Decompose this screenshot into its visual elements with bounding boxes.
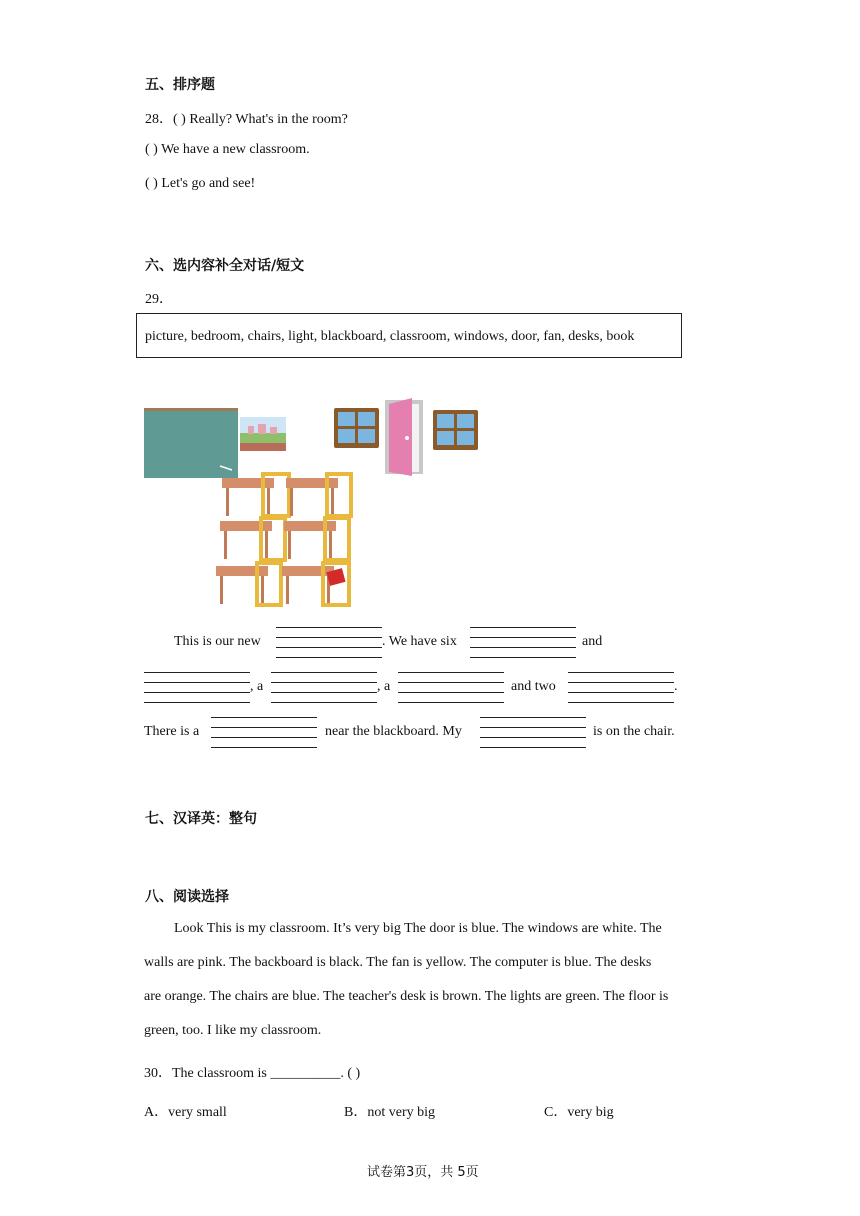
- section-7-title: 七、汉译英：整句: [145, 811, 257, 827]
- q30-option-b[interactable]: B．not very big: [344, 1105, 435, 1120]
- blank-2[interactable]: [470, 627, 576, 657]
- window-left-image: [334, 408, 379, 448]
- q30-stem: 30．The classroom is __________. ( ): [144, 1066, 361, 1081]
- blank-8[interactable]: [480, 717, 586, 747]
- q28-line-2: ( ) We have a new classroom.: [145, 142, 310, 157]
- passage-line-3: are orange. The chairs are blue. The teacher's desk is brown. The lights are green. The floor is: [144, 989, 669, 1004]
- q28-line-1: 28．( ) Really? What's in the room?: [145, 112, 348, 127]
- sentence-3-part-a: There is a: [144, 724, 200, 739]
- classroom-illustration: [140, 398, 485, 610]
- sentence-1-part-b: . We have six: [382, 634, 457, 649]
- q30-option-a[interactable]: A．very small: [144, 1105, 227, 1120]
- blackboard-image: [144, 408, 238, 478]
- blank-7[interactable]: [211, 717, 317, 747]
- q30-option-c[interactable]: C．very big: [544, 1105, 614, 1120]
- blank-6[interactable]: [568, 672, 674, 702]
- blank-3[interactable]: [144, 672, 250, 702]
- sentence-3-part-c: is on the chair.: [593, 724, 675, 739]
- passage-line-2: walls are pink. The backboard is black. The fan is yellow. The computer is blue. The desks: [144, 955, 652, 970]
- sentence-2-part-c: and two: [511, 679, 556, 694]
- door-image: [385, 398, 423, 476]
- passage-line-1: Look This is my classroom. It’s very big The door is blue. The windows are white. The: [174, 921, 662, 936]
- sentence-3-part-b: near the blackboard. My: [325, 724, 462, 739]
- picture-image: [240, 417, 286, 451]
- sentence-1-part-a: This is our new: [174, 634, 261, 649]
- page-footer: 试卷第3页，共 5页: [367, 1165, 479, 1180]
- window-right-image: [433, 410, 478, 450]
- sentence-2-part-d: .: [674, 679, 678, 694]
- sentence-2-part-a: , a: [250, 679, 264, 694]
- word-bank-box: [136, 313, 682, 358]
- section-5-title: 五、排序题: [145, 77, 215, 93]
- passage-line-4: green, too. I like my classroom.: [144, 1023, 322, 1038]
- section-8-title: 八、阅读选择: [145, 889, 229, 905]
- sentence-1-part-c: and: [582, 634, 603, 649]
- blank-5[interactable]: [398, 672, 504, 702]
- blank-4[interactable]: [271, 672, 377, 702]
- blank-1[interactable]: [276, 627, 382, 657]
- q29-number: 29．: [145, 292, 173, 307]
- q28-line-3: ( ) Let's go and see!: [145, 176, 256, 191]
- section-6-title: 六、选内容补全对话/短文: [145, 258, 305, 274]
- word-bank-text: picture, bedroom, chairs, light, blackboard, classroom, windows, door, fan, desks, book: [145, 329, 635, 344]
- sentence-2-part-b: , a: [377, 679, 391, 694]
